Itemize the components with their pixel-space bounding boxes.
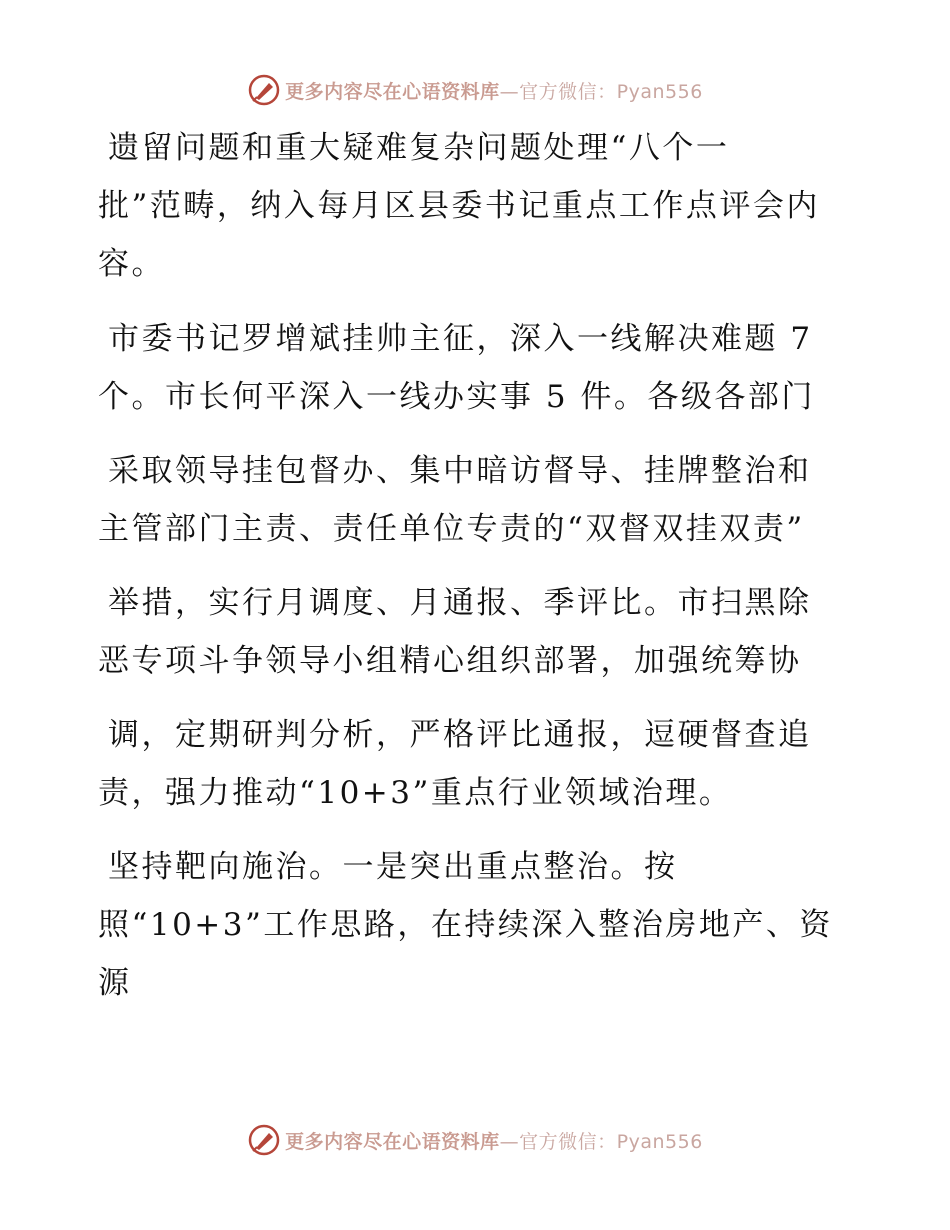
body-line-10: 调，定期研判分析，严格评比通报，逗硬督查追 <box>108 717 812 753</box>
footer-watermark <box>0 1120 950 1160</box>
watermark-brand: 更多内容尽在心语资料库 <box>285 80 500 103</box>
body-line-9: 恶专项斗争领导小组精心组织部署，加强统筹协 <box>98 643 802 679</box>
body-line-2: 批”范畴，纳入每月区县委书记重点工作点评会内 <box>98 188 820 224</box>
body-line-4: 市委书记罗增斌挂帅主征，深入一线解决难题 7 <box>108 321 813 357</box>
body-line-13: 照“10+3”工作思路，在持续深入整治房地产、资 <box>98 907 833 943</box>
body-line-11: 责，强力推动“10+3”重点行业领域治理。 <box>98 775 733 811</box>
header-watermark <box>0 70 950 110</box>
body-line-14: 源 <box>98 965 132 1001</box>
body-line-12: 坚持靶向施治。一是突出重点整治。按 <box>108 849 678 885</box>
body-line-8: 举措，实行月调度、月通报、季评比。市扫黑除 <box>108 585 812 621</box>
body-line-7: 主管部门主责、责任单位专责的“双督双挂双责” <box>98 511 805 547</box>
watermark-brand: 更多内容尽在心语资料库 <box>285 1130 500 1153</box>
body-line-6: 采取领导挂包督办、集中暗访督导、挂牌整治和 <box>108 453 812 489</box>
pen-nib-logo-icon <box>247 1123 281 1157</box>
pen-nib-logo-icon <box>247 73 281 107</box>
body-line-1: 遗留问题和重大疑难复杂问题处理“八个一 <box>108 130 730 166</box>
watermark-contact: —官方微信：Pyan556 <box>499 1130 703 1153</box>
watermark-contact: —官方微信：Pyan556 <box>499 80 703 103</box>
body-line-5: 个。市长何平深入一线办实事 5 件。各级各部门 <box>98 379 815 415</box>
body-line-3: 容。 <box>98 246 165 282</box>
